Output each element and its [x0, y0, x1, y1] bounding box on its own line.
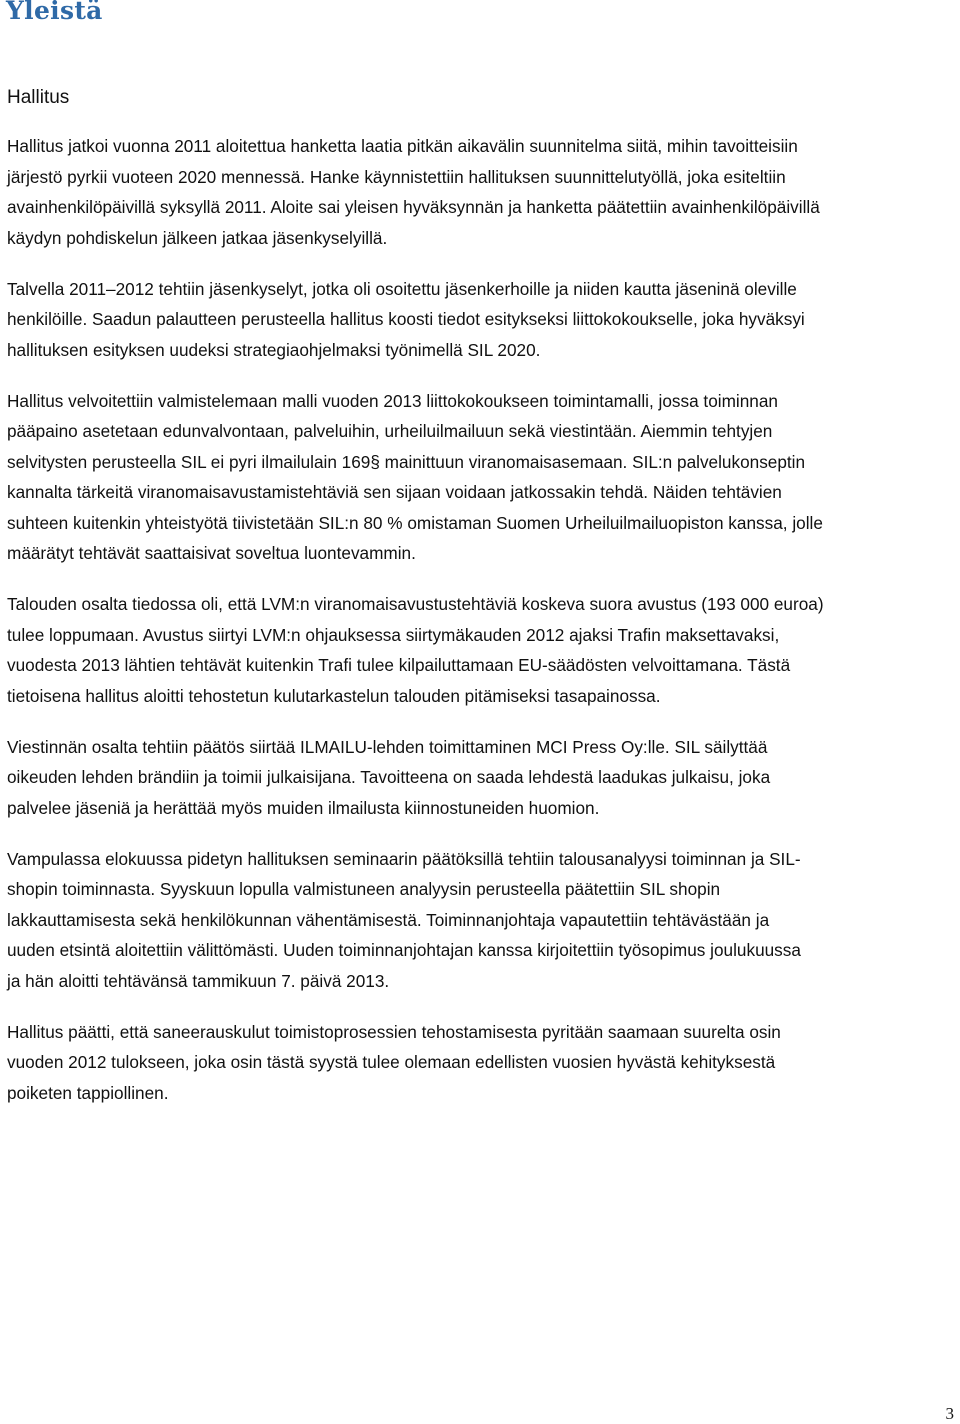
- paragraph-seminar: Vampulassa elokuussa pidetyn hallituksen seminaarin päätöksillä tehtiin talousanalyysi toiminnan ja SIL- shopin toiminnasta. Syyskuun lopulla valmistuneen analyysin perusteella päätettiin SIL shopin lakkauttamisesta sekä henkilökunnan vähentämisestä. Toiminnanjohtaja vapautettiin tehtävästään ja uuden etsintä aloitettiin välittömästi. Uuden toiminnanjohtajan kanssa kirjoitettiin työsopimus joulukuussa ja hän aloitti tehtävänsä tammikuun 7. päivä 2013.: [7, 848, 801, 991]
- paragraph-operating-model: Hallitus velvoitettiin valmistelemaan malli vuoden 2013 liittokokoukseen toimintamalli, jossa toiminnan pääpaino asetetaan edunvalvontaan, palveluihin, urheiluilmailuun sekä viestintään. Aiemmin tehtyjen selvitysten perusteella SIL ei pyri ilmailulain 169§ mainittuun viranomaisasemaan. SIL:n palvelukonseptin kannalta tärkeitä viranomaisavustamistehtäviä sen sijaan voidaan jatkossakin tehdä. Näiden tehtävien suhteen kuitenkin yhteistyötä tiivistetään SIL:n 80 % omistaman Suomen Urheiluilmailuopiston kanssa, jolle määrätyt tehtävät saattaisivat soveltua luontevammin.: [7, 390, 823, 563]
- paragraph-strategy: Hallitus jatkoi vuonna 2011 aloitettua hanketta laatia pitkän aikavälin suunnitelma siitä, mihin tavoitteisiin järjestö pyrkii vuoteen 2020 mennessä. Hanke käynnistettiin hallituksen suunnittelutyöllä, joka esiteltiin avainhenkilöpäivillä syksyllä 2011. Aloite sai yleisen hyväksynnän ja hanketta päätettiin avainhenkilöpäivillä käydyn pohdiskelun jälkeen jatkaa jäsenkyselyillä.: [7, 136, 820, 248]
- paragraph-member-survey: Talvella 2011–2012 tehtiin jäsenkyselyt, jotka oli osoitettu jäsenkerhoille ja niiden kautta jäseninä oleville henkilöille. Saadun palautteen perusteella hallitus koosti tiedot esitykseksi liittokokoukselle, joka hyväksyi hallituksen esityksen uudeksi strategiaohjelmaksi työnimellä SIL 2020.: [7, 278, 805, 360]
- section-heading: Hallitus: [7, 87, 70, 108]
- paragraph-communications: Viestinnän osalta tehtiin päätös siirtää ILMAILU-lehden toimittaminen MCI Press Oy:lle. SIL säilyttää oikeuden lehden brändiin ja toimii julkaisijana. Tavoitteena on saada lehdestä laadukas julkaisu, joka palvelee jäseniä ja herättää myös muiden ilmailusta kiinnostuneiden huomion.: [7, 736, 771, 818]
- page-title: Yleistä: [6, 0, 103, 25]
- paragraph-restructuring: Hallitus päätti, että saneerauskulut toimistoprosessien tehostamisesta pyritään saamaan suurelta osin vuoden 2012 tulokseen, joka osin tästä syystä tulee olemaan edellisten vuosien hyvästä kehityksestä poiketen tappiollinen.: [7, 1021, 781, 1103]
- page-number: 3: [945, 1404, 954, 1423]
- paragraph-finances: Talouden osalta tiedossa oli, että LVM:n viranomaisavustustehtäviä koskeva suora avustus (193 000 euroa) tulee loppumaan. Avustus siirtyi LVM:n ohjauksessa siirtymäkauden 2012 ajaksi Trafin maksettavaksi, vuodesta 2013 lähtien tehtävät kuitenkin Trafi tulee kilpailuttamaan EU-säädösten velvoittamana. Tästä tietoisena hallitus aloitti tehostetun kulutarkastelun talouden pitämiseksi tasapainossa.: [7, 594, 824, 706]
- document-body: [7, 131, 953, 1129]
